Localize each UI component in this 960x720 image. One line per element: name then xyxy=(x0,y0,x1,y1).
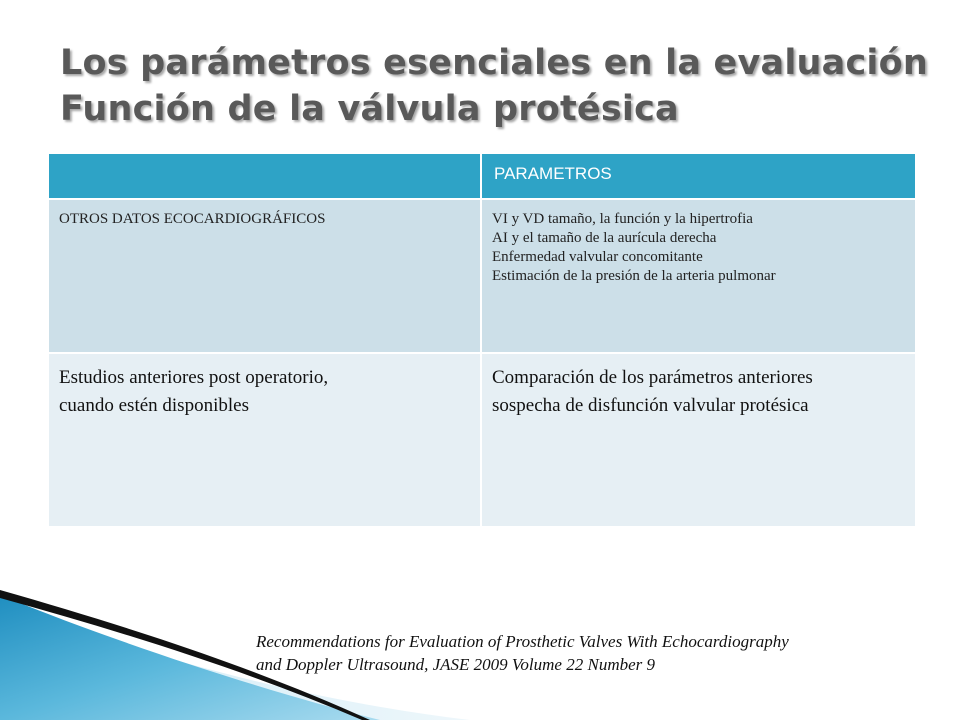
row-1-detail-line: Enfermedad valvular concomitante xyxy=(492,249,703,265)
slide-title xyxy=(60,40,940,132)
row-1-detail-line: AI y el tamaño de la aurícula derecha xyxy=(492,230,717,246)
row-2-label-line: Estudios anteriores post operatorio, xyxy=(59,367,329,388)
header-cell-parametros: PARAMETROS xyxy=(481,153,916,199)
row-1-details xyxy=(481,199,916,353)
table-row xyxy=(48,199,916,353)
row-1-detail-line: Estimación de la presión de la arteria pulmonar xyxy=(492,268,776,284)
row-1-label: OTROS DATOS ECOCARDIOGRÁFICOS xyxy=(48,199,481,353)
row-2-detail-line: sospecha de disfunción valvular protésica xyxy=(492,395,809,416)
slide-title-line-2: Función de la válvula protésica xyxy=(60,89,679,129)
reference-line-2: and Doppler Ultrasound, JASE 2009 Volume 22 Number 9 xyxy=(256,655,656,674)
parameters-table xyxy=(47,152,917,528)
row-2-label xyxy=(48,353,481,527)
reference-line-1: Recommendations for Evaluation of Prosthetic Valves With Echocardiography xyxy=(256,632,789,651)
row-2-details xyxy=(481,353,916,527)
row-2-label-line: cuando estén disponibles xyxy=(59,395,249,416)
header-cell-empty xyxy=(48,153,481,199)
row-2-detail-line: Comparación de los parámetros anteriores xyxy=(492,367,813,388)
slide-title-line-1: Los parámetros esenciales en la evaluación xyxy=(60,43,928,83)
row-1-detail-line: VI y VD tamaño, la función y la hipertrofia xyxy=(492,211,753,227)
table-row xyxy=(48,353,916,527)
table-header-row xyxy=(48,153,916,199)
reference-citation xyxy=(256,630,946,676)
